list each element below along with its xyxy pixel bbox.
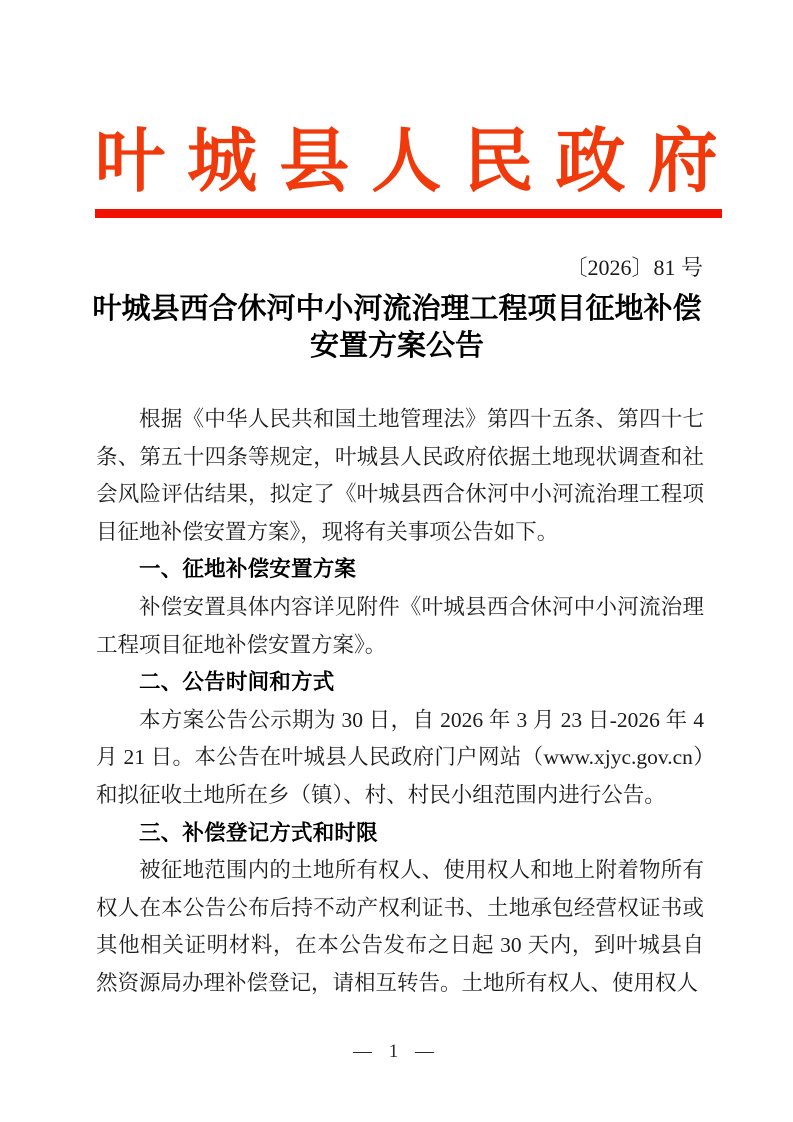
body-paragraph-intro: 根据《中华人民共和国土地管理法》第四十五条、第四十七条、第五十四条等规定，叶城县人民政府依据土地现状调查和社会风险评估结果，拟定了《叶城县西合休河中小河流治理工程项目征地补偿安置方案》，现将有关事项公告如下。 (96, 407, 704, 544)
letterhead-agency-name: 叶城县人民政府 (95, 124, 719, 201)
section-heading-3: 三、补偿登记方式和时限 (139, 820, 378, 845)
body-paragraph-section-1: 补偿安置具体内容详见附件《叶城县西合休河中小河流治理工程项目征地补偿安置方案》。 (96, 594, 704, 657)
document-title (85, 291, 709, 365)
document-title-line-1: 叶城县西合休河中小河流治理工程项目征地补偿 (92, 293, 702, 325)
section-heading-1: 一、征地补偿安置方案 (139, 557, 357, 582)
page-number: — 1 — (353, 1041, 440, 1062)
body-paragraph-section-3: 被征地范围内的土地所有权人、使用权人和地上附着物所有权人在本公告公布后持不动产权利证书、土地承包经营权证书或其他相关证明材料，在本公告发布之日起 30 天内，到叶城县自然资源局办理补偿登记，请相互转告。土地所有权人、使用权人 (96, 858, 704, 995)
letterhead-red-rule (95, 209, 722, 218)
body-paragraph-section-2: 本方案公告公示期为 30 日，自 2026 年 3 月 23 日-2026 年 4 月 21 日。本公告在叶城县人民政府门户网站（www.xjyc.gov.cn）和拟征收土地所在乡（镇）、村、村民小组范围内进行公告。 (96, 707, 704, 807)
document-number: 〔2026〕81 号 (565, 255, 703, 280)
section-heading-2: 二、公告时间和方式 (139, 670, 335, 695)
document-body (96, 401, 704, 1003)
document-title-line-2: 安置方案公告 (309, 330, 484, 362)
